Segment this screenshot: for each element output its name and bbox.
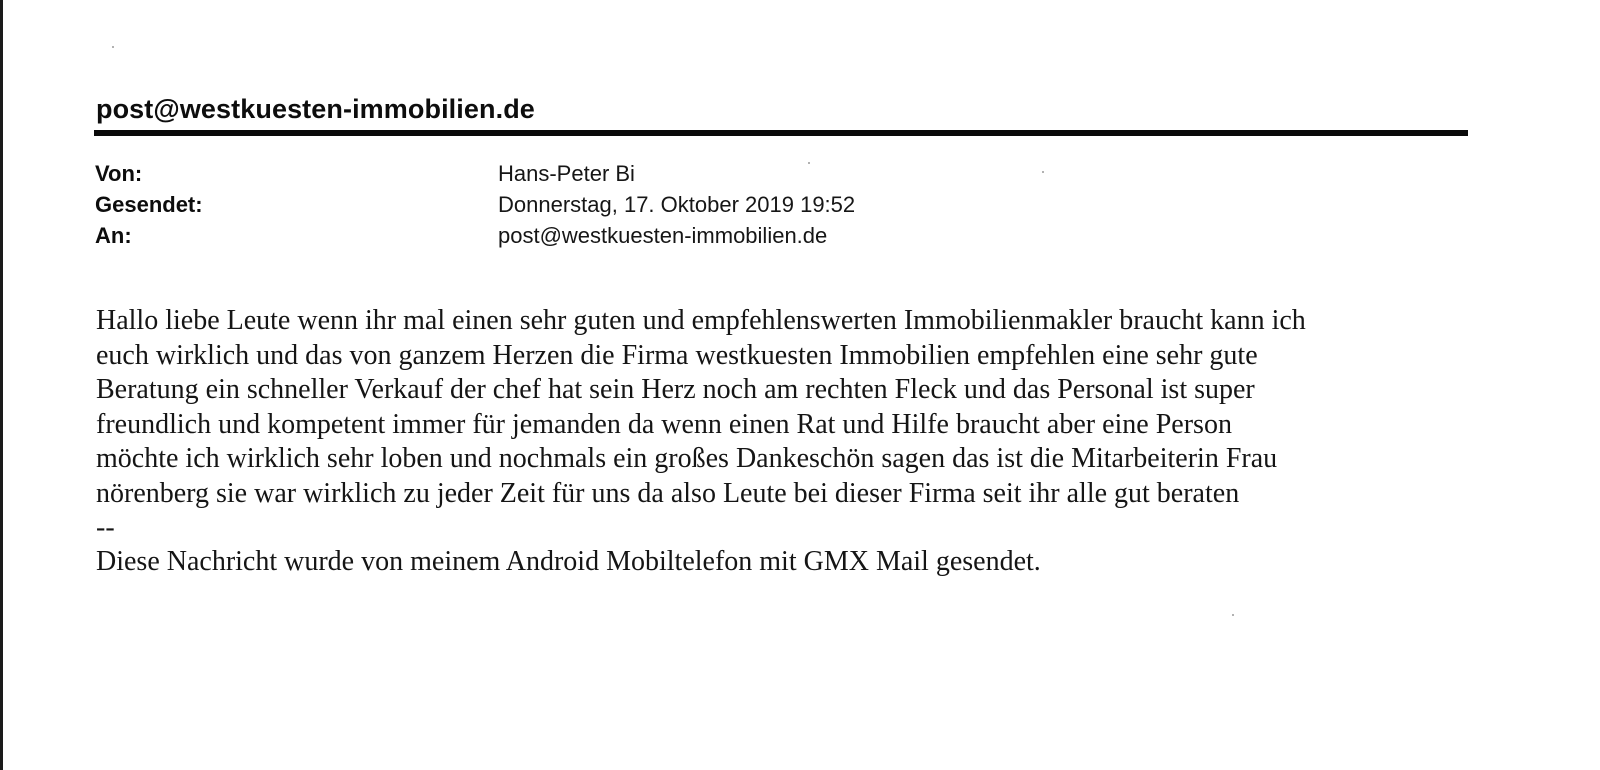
body-line: möchte ich wirklich sehr loben und nochmals ein großes Dankeschön sagen das ist die Mitarbeiterin Frau (96, 443, 1278, 474)
sent-label: Gesendet: (95, 192, 203, 217)
from-value: Hans-Peter Bi (498, 161, 635, 186)
scan-speck (112, 46, 114, 48)
sent-value: Donnerstag, 17. Oktober 2019 19:52 (498, 192, 856, 217)
body-line: freundlich und kompetent immer für jemanden da wenn einen Rat und Hilfe braucht aber eine Person (96, 408, 1232, 440)
body-line: Hallo liebe Leute wenn ihr mal einen sehr guten und empfehlenswerten Immobilienmakler braucht kann ich (96, 305, 1306, 336)
email-body (96, 304, 1476, 580)
body-line: euch wirklich und das von ganzem Herzen die Firma westkuesten Immobilien empfehlen eine sehr gute (96, 339, 1258, 371)
scan-speck (808, 162, 810, 164)
scan-speck (1232, 614, 1234, 616)
from-label: Von: (95, 161, 143, 186)
signature-separator: -- (96, 512, 115, 543)
signature-text: Diese Nachricht wurde von meinem Android Mobiltelefon mit GMX Mail gesendet. (96, 546, 1041, 577)
scan-speck (1042, 171, 1044, 173)
scan-edge (0, 0, 3, 770)
title-rule (94, 130, 1468, 136)
to-value: post@westkuesten-immobilien.de (498, 223, 828, 248)
mailbox-title: post@westkuesten-immobilien.de (96, 94, 535, 124)
body-line: nörenberg sie war wirklich zu jeder Zeit für uns da also Leute bei dieser Firma seit ihr alle gut beraten (96, 477, 1240, 509)
to-label: An: (95, 223, 132, 248)
body-line: Beratung ein schneller Verkauf der chef hat sein Herz noch am rechten Fleck und das Personal ist super (96, 374, 1255, 405)
